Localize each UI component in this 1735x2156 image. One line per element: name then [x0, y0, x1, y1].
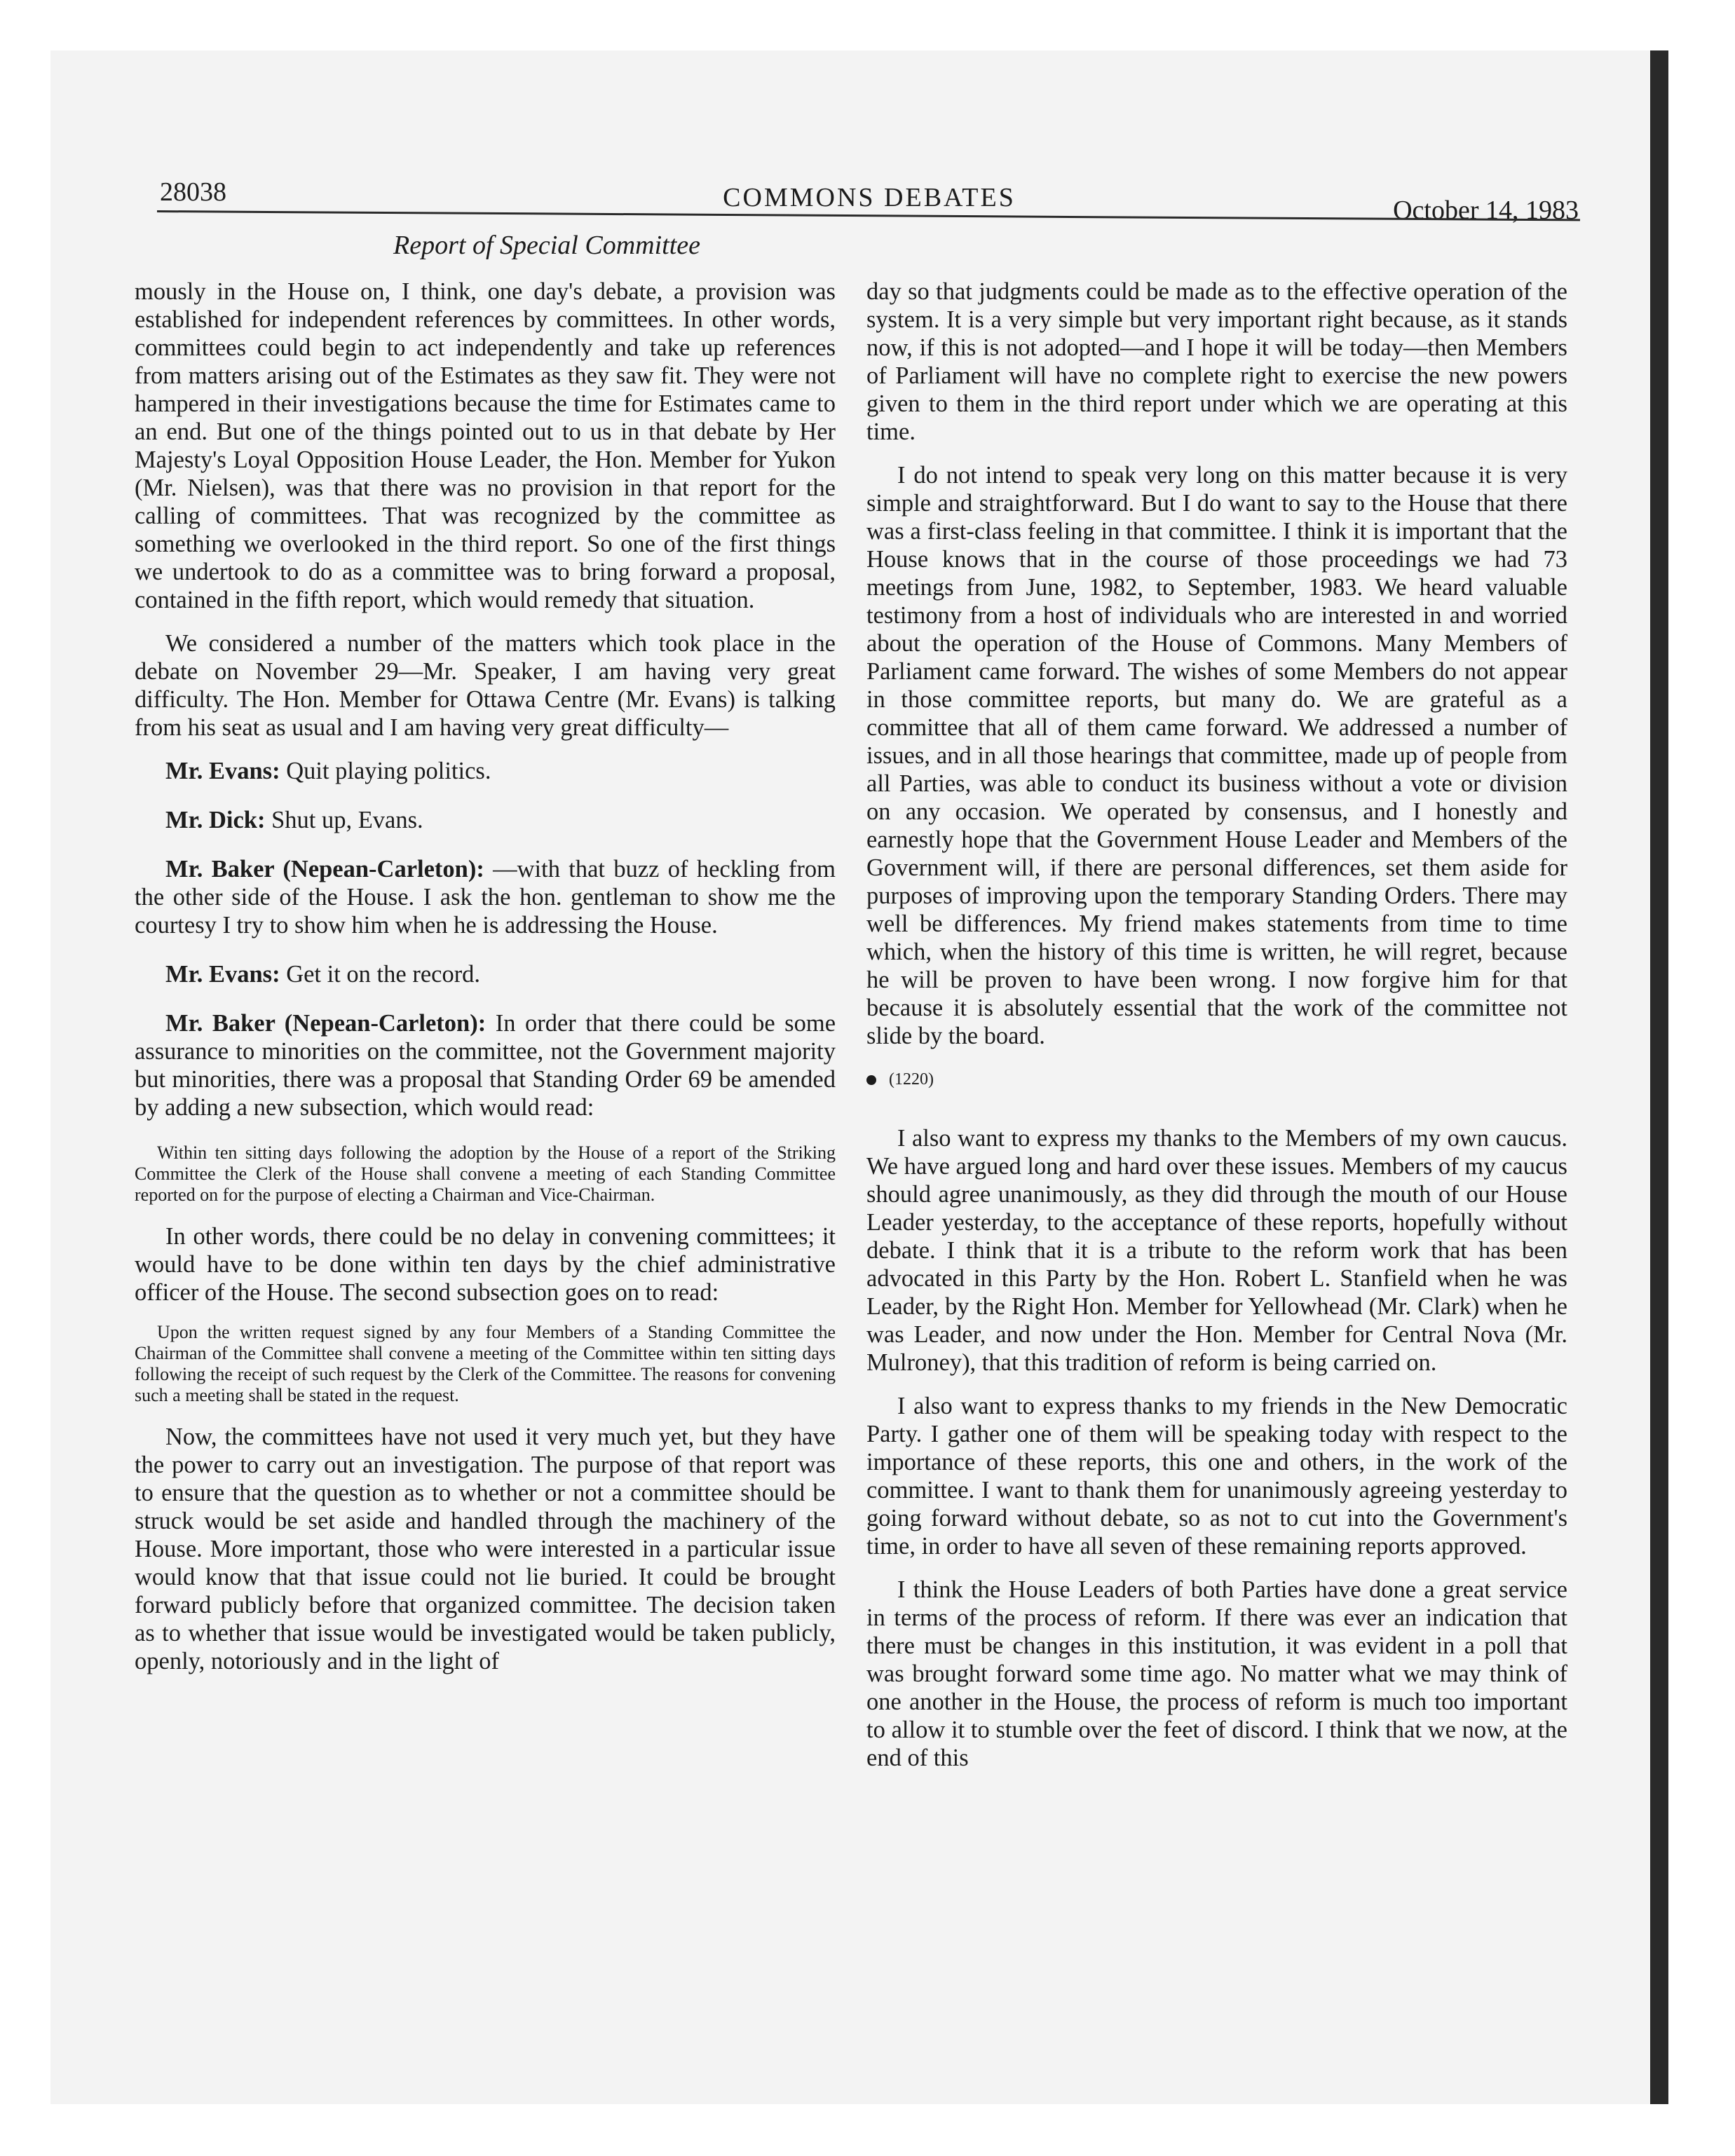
speech-evans-2 [135, 960, 836, 988]
speech-evans-1 [135, 757, 836, 785]
time-marker-text: (1220) [889, 1070, 934, 1089]
paragraph: I also want to express my thanks to the Members of my own caucus. We have argued long and hard over these issues. Members of my caucus should agree unanimously, as they did through the mouth of our House Leader yesterday, to the acceptance of these reports, hopefully without debate. I think that it is a tribute to the reform work that has been advocated in this Party by the Hon. Robert L. Stanfield when he was Leader, by the Right Hon. Member for Yellowhead (Mr. Clark) when he was Leader, and now under the Hon. Member for Central Nova (Mr. Mulroney), that this tradition of reform is being carried on. [866, 1125, 1567, 1376]
speech-text: Get it on the record. [286, 961, 481, 988]
paragraph: In other words, there could be no delay in convening committees; it would have to be done within ten days by the chief administrative officer of the House. The second subsection goes on to read: [135, 1223, 836, 1306]
paragraph: I do not intend to speak very long on this matter because it is very simple and straightforward. But I do want to say to the House that there was a first-class feeling in that committee. I think it is important that the House knows that in the course of those proceedings we had 73 meetings from June, 1982, to September, 1983. We heard valuable testimony from a host of individuals who are interested in and worried about the operation of the House of Commons. Many Members of Parliament came forward. The wishes of some Members do not appear in those committee reports, but many do. We are grateful as a committee that all of them came forward. We addressed a number of issues, and in all those hearings that committee, made up of people from all Parties, was able to conduct its business without a vote or division on any occasion. We operated by consensus, and I honestly and earnestly hope that the Government House Leader and Members of the Government will, if there are personal differences, set them aside for purposes of improving upon the temporary Standing Orders. There may well be differences. My friend makes statements from time to time which, when the history of this time is written, he will regret, because he will be proven to have been wrong. I now forgive him for that because it is absolutely essential that the work of the committee not slide by the board. [866, 462, 1567, 1049]
paragraph: Now, the committees have not used it very much yet, but they have the power to carry out an investigation. The purpose of that report was to ensure that the question as to whether or not a committee should be struck would be set aside and handled through the machinery of the House. More important, those who were interested in a particular issue would know that that issue could not lie buried. It could be brought forward publicly before that organized committee. The decision taken as to whether that issue would be investigated would be taken publicly, openly, notoriously and in the light of [135, 1424, 836, 1674]
paragraph: I think the House Leaders of both Parties have done a great service in terms of the process of reform. If there was ever an indication that there must be changes in this institution, it was evident in a poll that was brought forward some time ago. No matter what we may think of one another in the House, the process of reform is much too important to allow it to stumble over the feet of discord. I think that we now, at the end of this [866, 1576, 1567, 1771]
speaker-name: Mr. Baker (Nepean-Carleton): [165, 856, 484, 882]
speech-dick [135, 806, 836, 834]
speech-text: In order that there could be some assurance to minorities on the committee, not the Government majority but minorities, there was a proposal that Standing Order 69 be amended by adding a new subsection, which would read: [135, 1010, 836, 1121]
scan-edge-shadow [1650, 50, 1668, 2104]
speech-text: Shut up, Evans. [271, 807, 423, 833]
speech-baker-1 [135, 855, 836, 939]
paragraph: I also want to express thanks to my friends in the New Democratic Party. I gather one of them will be speaking today with respect to the importance of these reports, this one and others, in the work of the committee. I want to thank them for unanimously agreeing yesterday to going forward without debate, so as not to cut into the Government's time, in order to have all seven of these remaining reports approved. [866, 1393, 1567, 1560]
speaker-name: Mr. Baker (Nepean-Carleton): [165, 1010, 487, 1037]
running-title: COMMONS DEBATES [723, 183, 1016, 212]
right-column [866, 278, 1567, 1787]
speaker-name: Mr. Evans: [165, 961, 280, 988]
paragraph: day so that judgments could be made as to the effective operation of the system. It is a very simple but very important right because, as it stands now, if this is not adopted—and I hope it will be today—then Members of Parliament will have no complete right to exercise the new powers given to them in the third report under which we are operating at this time. [866, 278, 1567, 445]
speech-text: —with that buzz of heckling from the other side of the House. I ask the hon. gentleman to show me the courtesy I try to show him when he is addressing the House. [135, 856, 836, 939]
time-marker [866, 1065, 1567, 1093]
bullet-icon [866, 1075, 876, 1085]
quoted-subsection-2: Upon the written request signed by any four Members of a Standing Committee the Chairman of the Committee shall convene a meeting of the Committee within ten sitting days following the receipt of such request by the Clerk of the Committee. The reasons for convening such a meeting shall be stated in the request. [135, 1322, 836, 1405]
speaker-name: Mr. Dick: [165, 807, 266, 833]
section-heading: Report of Special Committee [393, 231, 700, 260]
speaker-name: Mr. Evans: [165, 758, 280, 784]
page-header [160, 174, 1579, 230]
paragraph: mously in the House on, I think, one day's debate, a provision was established for independent references by committees. In other words, committees could begin to act independently and take up references from matters arising out of the Estimates as they saw fit. They were not hampered in their investigations because the time for Estimates came to an end. But one of the things pointed out to us in that debate by Her Majesty's Loyal Opposition House Leader, the Hon. Member for Yukon (Mr. Nielsen), was that there was no provision in that report for the calling of committees. That was recognized by the committee as something we overlooked in the third report. So one of the first things we undertook to do as a committee was to bring forward a proposal, contained in the fifth report, which would remedy that situation. [135, 278, 836, 613]
page-number: 28038 [160, 177, 226, 207]
speech-text: Quit playing politics. [286, 758, 491, 784]
quoted-subsection-1: Within ten sitting days following the adoption by the House of a report of the Striking Committee the Clerk of the House shall convene a meeting of each Standing Committee reported on for the purpose of electing a Chairman and Vice-Chairman. [135, 1142, 836, 1205]
header-date: October 14, 1983 [1393, 196, 1579, 225]
left-column [135, 278, 836, 1691]
speech-baker-2 [135, 1009, 836, 1121]
paragraph: We considered a number of the matters which took place in the debate on November 29—Mr. Speaker, I am having very great difficulty. The Hon. Member for Ottawa Centre (Mr. Evans) is talking from his seat as usual and I am having very great difficulty— [135, 630, 836, 741]
